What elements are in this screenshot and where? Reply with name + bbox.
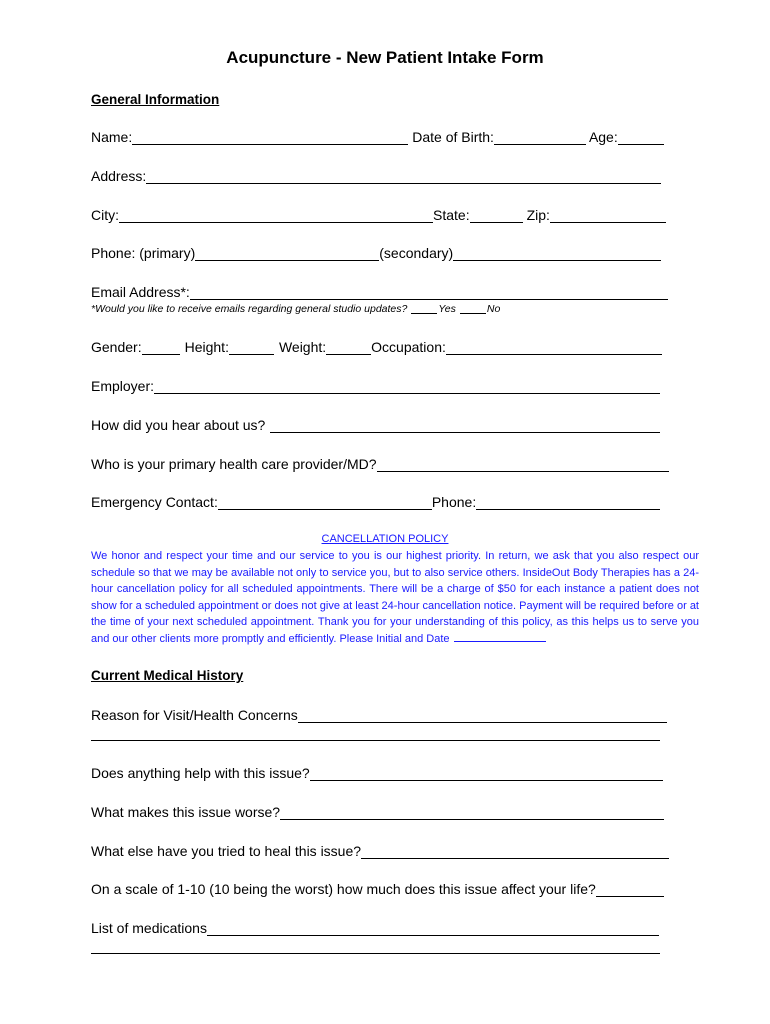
city-row [91, 207, 666, 224]
phone-primary-label: Phone: (primary) [91, 245, 196, 261]
weight-label: Weight: [278, 339, 327, 355]
helps-row [91, 765, 663, 782]
name-label: Name: [91, 129, 133, 145]
address-row [91, 168, 661, 185]
dob-field[interactable] [494, 130, 586, 145]
cancellation-policy-heading: CANCELLATION POLICY [321, 533, 449, 545]
reason-row [91, 707, 667, 724]
worse-label: What makes this issue worse? [91, 804, 281, 820]
email-updates-question: *Would you like to receive emails regarding general studio updates? [91, 303, 408, 315]
email-updates-note [91, 303, 500, 315]
reason-extra-line[interactable] [91, 740, 660, 741]
cancellation-policy-text [91, 548, 699, 647]
emergency-contact-field[interactable] [218, 495, 432, 510]
tried-field[interactable] [361, 844, 669, 859]
email-label: Email Address*: [91, 284, 190, 300]
height-label: Height: [184, 339, 229, 355]
provider-field[interactable] [377, 457, 669, 472]
occupation-field[interactable] [446, 340, 662, 355]
gender-field[interactable] [142, 340, 180, 355]
medications-row [91, 920, 659, 937]
state-field[interactable] [470, 208, 523, 223]
scale-label: On a scale of 1-10 (10 being the worst) how much does this issue affect your life? [91, 881, 596, 897]
helps-field[interactable] [310, 766, 663, 781]
age-label: Age: [588, 129, 618, 145]
name-field[interactable] [132, 130, 408, 145]
state-label: State: [433, 207, 470, 223]
helps-label: Does anything help with this issue? [91, 765, 310, 781]
worse-row [91, 804, 664, 821]
occupation-label: Occupation: [371, 339, 446, 355]
city-label: City: [91, 207, 119, 223]
emergency-phone-field[interactable] [476, 495, 660, 510]
email-yes-label: Yes [438, 303, 456, 315]
height-field[interactable] [229, 340, 274, 355]
medications-label: List of medications [91, 920, 207, 936]
phone-primary-field[interactable] [195, 246, 379, 261]
medications-field[interactable] [207, 921, 659, 936]
emergency-phone-label: Phone: [431, 494, 477, 510]
reason-field[interactable] [298, 708, 667, 723]
scale-field[interactable] [596, 882, 664, 897]
emergency-row [91, 494, 660, 511]
phone-secondary-field[interactable] [453, 246, 661, 261]
medications-extra-line[interactable] [91, 953, 660, 954]
employer-field[interactable] [154, 379, 660, 394]
email-yes-field[interactable] [411, 303, 437, 314]
hear-about-row [91, 417, 660, 434]
address-field[interactable] [146, 169, 661, 184]
email-no-label: No [486, 303, 501, 315]
phone-secondary-label: (secondary) [379, 245, 454, 261]
tried-label: What else have you tried to heal this issue? [91, 843, 362, 859]
email-no-field[interactable] [460, 303, 486, 314]
hear-about-field[interactable] [270, 418, 660, 433]
scale-row [91, 881, 664, 898]
worse-field[interactable] [280, 805, 664, 820]
tried-row [91, 843, 669, 860]
age-field[interactable] [618, 130, 664, 145]
gender-row [91, 339, 662, 356]
cancellation-policy-body: We honor and respect your time and our service to you is our highest priority. In return, we ask that you also respect our schedule so that we may be available not only to service you, but to also service others. InsideOut Body Therapies has a 24-hour cancellation policy for all scheduled appointments. There will be a charge of $50 for each instance a patient does not show for a scheduled appointment or does not give at least 24-hour cancellation notice. Payment will be required before or at the time of your next scheduled appointment. Thank you for your understanding of this policy, as this helps us to serve you and our other clients more promptly and efficiently. Please Initial and Date [91, 550, 699, 645]
email-row [91, 284, 668, 301]
dob-label: Date of Birth: [412, 129, 494, 145]
zip-field[interactable] [550, 208, 666, 223]
form-title: Acupuncture - New Patient Intake Form [226, 48, 544, 67]
email-field[interactable] [190, 285, 668, 300]
employer-label: Employer: [91, 378, 155, 394]
gender-label: Gender: [91, 339, 142, 355]
city-field[interactable] [119, 208, 433, 223]
phone-row [91, 245, 661, 262]
address-label: Address: [91, 168, 147, 184]
provider-label: Who is your primary health care provider/MD? [91, 456, 377, 472]
employer-row [91, 378, 660, 395]
weight-field[interactable] [326, 340, 371, 355]
zip-label: Zip: [526, 207, 550, 223]
initial-date-field[interactable] [454, 631, 546, 642]
provider-row [91, 456, 669, 473]
name-row [91, 129, 664, 146]
general-information-heading: General Information [91, 92, 220, 107]
reason-label: Reason for Visit/Health Concerns [91, 707, 298, 723]
emergency-contact-label: Emergency Contact: [91, 494, 218, 510]
hear-about-label: How did you hear about us? [91, 417, 266, 433]
medical-history-heading: Current Medical History [91, 668, 244, 683]
